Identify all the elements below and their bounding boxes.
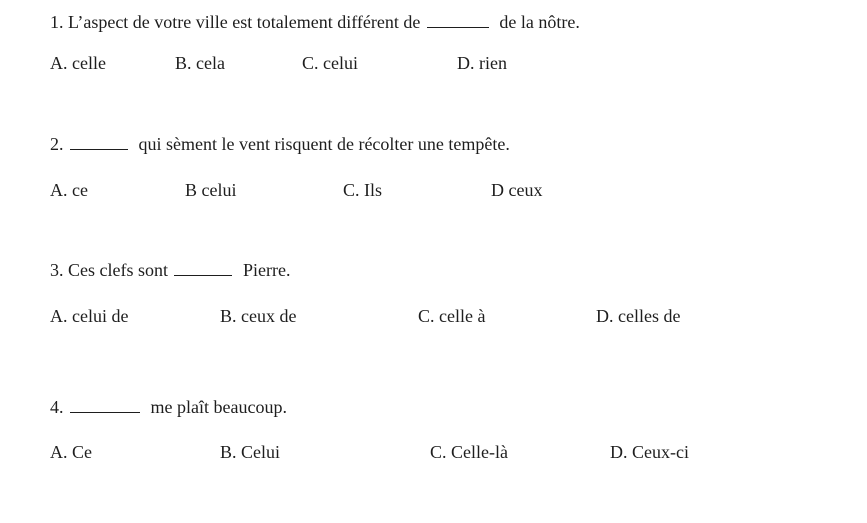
question-1-option-c: C. celui <box>302 53 358 73</box>
question-1-option-d: D. rien <box>457 53 507 73</box>
question-4-option-d: D. Ceux-ci <box>610 442 689 462</box>
question-2-blank <box>70 134 128 150</box>
question-4-text-after: me plaît beaucoup. <box>150 397 287 417</box>
question-2-option-b: B celui <box>185 180 237 200</box>
question-4-option-a: A. Ce <box>50 442 92 462</box>
question-1-option-a: A. celle <box>50 53 106 73</box>
question-1-text-after: de la nôtre. <box>499 12 580 32</box>
question-1-option-b: B. cela <box>175 53 225 73</box>
question-3 <box>50 259 290 281</box>
question-1-text-before: 1. L’aspect de votre ville est totalement différent de <box>50 12 421 32</box>
question-3-option-c: C. celle à <box>418 306 486 326</box>
question-4-option-b: B. Celui <box>220 442 281 462</box>
question-2 <box>50 133 510 155</box>
question-3-option-a: A. celui de <box>50 306 129 326</box>
question-4-option-c: C. Celle-là <box>430 442 508 462</box>
question-3-option-d: D. celles de <box>596 306 681 326</box>
question-1-blank <box>427 12 489 28</box>
question-2-text-before: 2. <box>50 134 64 154</box>
question-2-text-after: qui sèment le vent risquent de récolter une tempête. <box>138 134 510 154</box>
question-2-option-a: A. ce <box>50 180 88 200</box>
question-2-option-d: D ceux <box>491 180 543 200</box>
question-2-option-c: C. Ils <box>343 180 383 200</box>
question-4 <box>50 396 287 418</box>
question-4-blank <box>70 397 140 413</box>
question-1 <box>50 11 580 33</box>
question-3-text-before: 3. Ces clefs sont <box>50 260 168 280</box>
question-4-text-before: 4. <box>50 397 64 417</box>
question-3-option-b: B. ceux de <box>220 306 297 326</box>
question-3-blank <box>174 260 232 276</box>
question-3-text-after: Pierre. <box>242 260 291 280</box>
